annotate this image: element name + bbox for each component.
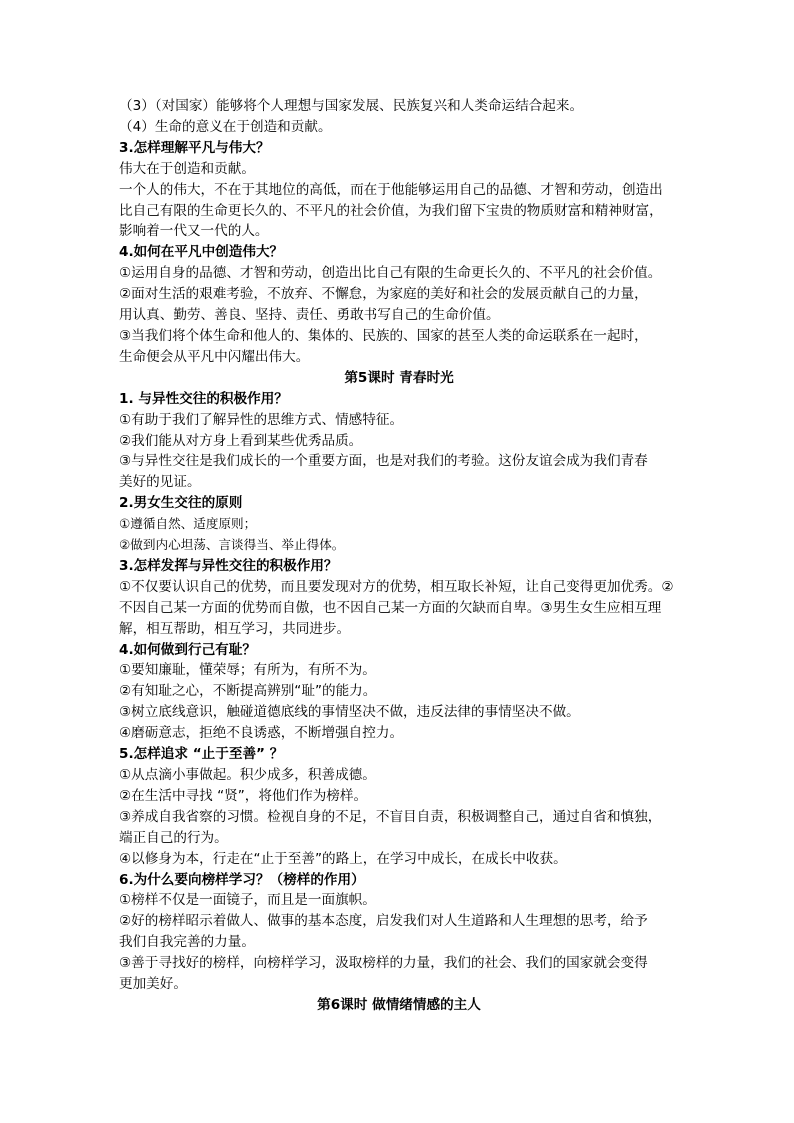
body-line: 端正自己的行为。 <box>119 829 228 846</box>
body-line: ①榜样不仅是一面镜子，而且是一面旗帜。 <box>119 892 376 909</box>
body-line: ①不仅要认识自己的优势，而且要发现对方的优势，相互取长补短，让自己变得更加优秀。② <box>119 578 674 595</box>
body-line: 我们自我完善的力量。 <box>119 934 255 951</box>
question-heading: 3.怎样理解平凡与伟大？ <box>119 139 270 156</box>
body-line: 比自己有限的生命更长久的、不平凡的社会价值，为我们留下宝贵的物质财富和精神财富， <box>119 202 663 219</box>
body-line: 解，相互帮助，相互学习，共同进步。 <box>119 620 351 637</box>
body-line: ③善于寻找好的榜样，向榜样学习，汲取榜样的力量，我们的社会、我们的国家就会变得 <box>119 955 648 972</box>
question-heading: 3.怎样发挥与异性交往的积极作用？ <box>119 557 338 574</box>
body-line: ③树立底线意识，触碰道德底线的事情坚决不做，违反法律的事情坚决不做。 <box>119 704 580 721</box>
body-line: ②面对生活的艰难考验，不放弃、不懈怠，为家庭的美好和社会的发展贡献自己的力量， <box>119 286 648 303</box>
body-line: ③与异性交往是我们成长的一个重要方面，也是对我们的考验。这份友谊会成为我们青春 <box>119 453 648 470</box>
body-line: ①有助于我们了解异性的思维方式、情感特征。 <box>119 411 404 428</box>
body-line: 更加美好。 <box>119 976 187 993</box>
body-line: ②做到内心坦荡、言谈得当、举止得体。 <box>119 537 345 553</box>
body-line: ④以修身为本，行走在“止于至善”的路上，在学习中成长，在成长中收获。 <box>119 850 567 867</box>
body-line: （3）（对国家）能够将个人理想与国家发展、民族复兴和人类命运结合起来。 <box>119 98 584 114</box>
body-line: ③当我们将个体生命和他人的、集体的、民族的、国家的甚至人类的命运联系在一起时， <box>119 327 648 344</box>
body-line: 不因自己某一方面的优势而自傲，也不因自己某一方面的欠缺而自卑。③男生女生应相互理 <box>119 599 662 616</box>
question-heading: 1. 与异性交往的积极作用？ <box>119 390 288 407</box>
body-line: ①遵循自然、适度原则； <box>119 516 257 532</box>
document-page <box>119 96 679 1016</box>
body-line: ①运用自身的品德、才智和劳动，创造出比自己有限的生命更长久的、不平凡的社会价值。 <box>119 265 662 282</box>
body-line: 影响着一代又一代的人。 <box>119 223 269 240</box>
body-line: ①从点滴小事做起。积少成多，积善成德。 <box>119 767 376 783</box>
question-heading: 5.怎样追求 “止于至善” ？ <box>119 746 284 763</box>
body-line: 伟大在于创造和贡献。 <box>119 160 255 177</box>
body-line: ②好的榜样昭示着做人、做事的基本态度，启发我们对人生道路和人生理想的思考，给予 <box>119 913 648 930</box>
question-heading: 4.如何在平凡中创造伟大？ <box>119 244 284 261</box>
body-line: 生命便会从平凡中闪耀出伟大。 <box>119 348 310 365</box>
question-heading: 6.为什么要向榜样学习？（榜样的作用） <box>119 871 365 888</box>
body-line: ②在生活中寻找 “贤”，将他们作为榜样。 <box>119 787 368 804</box>
lesson-heading: 第5课时 青春时光 <box>344 369 454 386</box>
body-line: （4）生命的意义在于创造和贡献。 <box>119 118 332 135</box>
body-line: ①要知廉耻，懂荣辱；有所为，有所不为。 <box>119 662 376 679</box>
lesson-heading: 第6课时 做情绪情感的主人 <box>317 996 481 1013</box>
body-line: ②有知耻之心，不断提高辨别“耻”的能力。 <box>119 683 377 700</box>
body-line: ③养成自我省察的习惯。检视自身的不足，不盲目自责，积极调整自己，通过自省和慎独， <box>119 808 662 825</box>
question-heading: 4.如何做到行己有耻？ <box>119 641 256 658</box>
body-line: 美好的见证。 <box>119 474 201 491</box>
body-line: ②我们能从对方身上看到某些优秀品质。 <box>119 432 363 449</box>
question-heading: 2.男女生交往的原则 <box>119 495 243 512</box>
body-line: 用认真、勤劳、善良、坚持、责任、勇敢书写自己的生命价值。 <box>119 307 500 324</box>
body-line: 一个人的伟大，不在于其地位的高低，而在于他能够运用自己的品德、才智和劳动，创造出 <box>119 181 663 198</box>
body-line: ④磨砺意志，拒绝不良诱惑，不断增强自控力。 <box>119 725 404 742</box>
